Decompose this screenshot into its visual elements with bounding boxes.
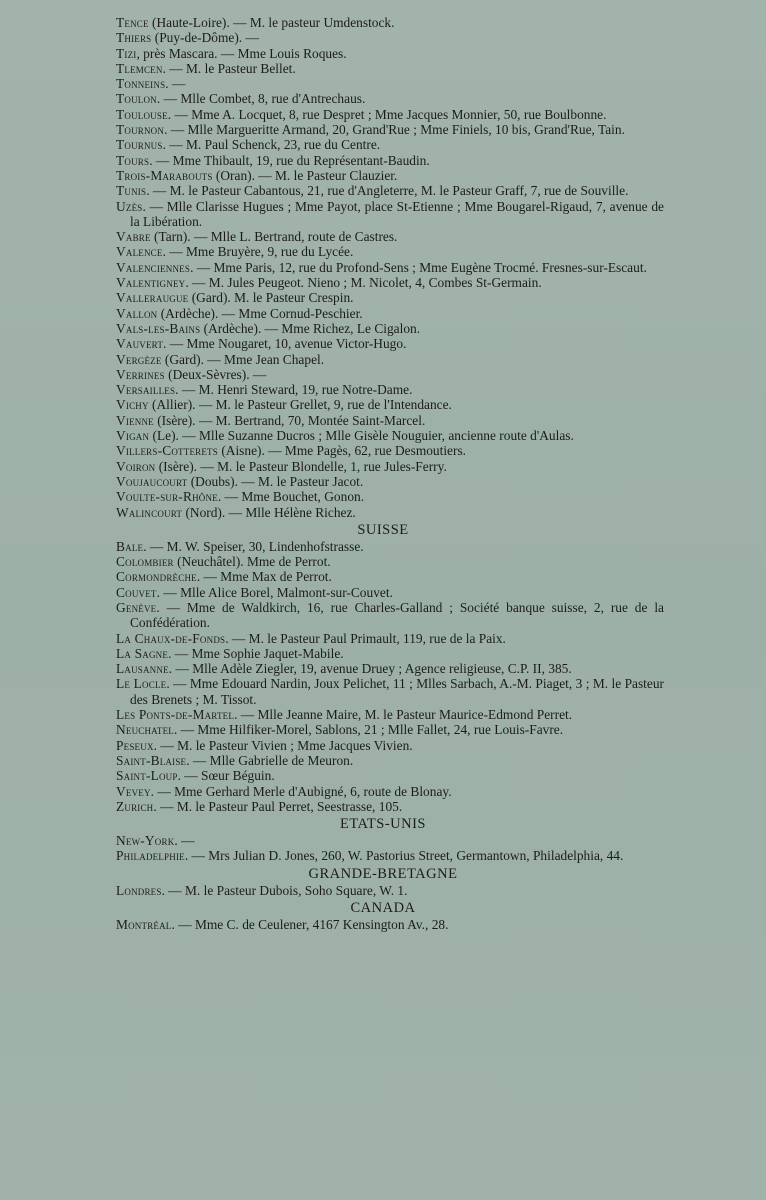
place-name: Tours bbox=[116, 152, 150, 168]
address-entry bbox=[116, 122, 664, 137]
place-name: Vienne bbox=[116, 412, 154, 428]
contact-details: . — Mme A. Locquet, 8, rue Despret ; Mme Jacques Monnier, 50, rue Boulbonne. bbox=[167, 106, 607, 122]
place-name: Londres bbox=[116, 882, 162, 898]
contact-details: . — bbox=[174, 833, 195, 849]
place-name: Saint-Blaise bbox=[116, 752, 187, 768]
contact-details: . — Mme Bruyère, 9, rue du Lycée. bbox=[162, 244, 354, 260]
address-entry bbox=[116, 153, 664, 168]
address-entry bbox=[116, 585, 664, 600]
place-name: Thiers bbox=[116, 30, 152, 46]
contact-details: . — Mlle Gabrielle de Meuron. bbox=[186, 752, 354, 768]
address-entry bbox=[116, 505, 664, 520]
contact-details: . — Mlle Combet, 8, rue d'Antrechaus. bbox=[156, 91, 366, 107]
address-entry bbox=[116, 260, 664, 275]
address-entry bbox=[116, 799, 664, 814]
contact-details: . — M. W. Speiser, 30, Lindenhofstrasse. bbox=[143, 538, 364, 554]
address-entry bbox=[116, 646, 664, 661]
place-name: Uzès bbox=[116, 198, 143, 214]
address-entry bbox=[116, 917, 664, 932]
address-entry bbox=[116, 768, 664, 783]
contact-details: (Allier). — M. le Pasteur Grellet, 9, rue de l'Intendance. bbox=[148, 397, 452, 413]
place-name: Versailles bbox=[116, 382, 176, 398]
place-name: Vergèze bbox=[116, 351, 162, 367]
address-entry bbox=[116, 61, 664, 76]
place-name: Villers-Cotterets bbox=[116, 443, 218, 459]
address-entry bbox=[116, 91, 664, 106]
contact-details: (Oran). — M. le Pasteur Clauzier. bbox=[212, 167, 398, 183]
place-name: Peseux bbox=[116, 737, 154, 753]
place-name: Zurich bbox=[116, 798, 154, 814]
place-name: Vals-les-Bains bbox=[116, 320, 201, 336]
address-entry bbox=[116, 76, 664, 91]
place-name: New-York bbox=[116, 833, 175, 849]
place-name: Vauvert bbox=[116, 336, 164, 352]
place-name: Tournon bbox=[116, 122, 165, 138]
contact-details: . — M. Jules Peugeot. Nieno ; M. Nicolet, 4, Combes St-Germain. bbox=[185, 275, 542, 291]
address-entry bbox=[116, 554, 664, 569]
address-entry bbox=[116, 321, 664, 336]
address-entry bbox=[116, 137, 664, 152]
contact-details: . — M. le Pasteur Cabantous, 21, rue d'Angleterre, M. le Pasteur Graff, 7, rue de Souville. bbox=[146, 183, 629, 199]
place-name: Walincourt bbox=[116, 504, 183, 520]
place-name: Cormondrèche bbox=[116, 569, 197, 585]
section-heading: ETATS-UNIS bbox=[339, 816, 426, 833]
address-list bbox=[0, 15, 766, 932]
place-name: Tizi bbox=[116, 45, 137, 61]
place-name: La Chaux-de-Fonds bbox=[116, 630, 226, 646]
contact-details: . — Mme C. de Ceulener, 4167 Kensington Av., 28. bbox=[171, 917, 449, 933]
place-name: Voiron bbox=[116, 458, 156, 474]
contact-details: . — Mlle Margueritte Armand, 20, Grand'Rue ; Mme Finiels, 10 bis, Grand'Rue, Tain. bbox=[164, 122, 625, 138]
address-entry bbox=[116, 183, 664, 198]
address-entry bbox=[116, 722, 664, 737]
contact-details: . — Mme de Waldkirch, 16, rue Charles-Galland ; Société banque suisse, 2, rue de la Confédération. bbox=[130, 599, 664, 631]
contact-details: . — M. le Pasteur Dubois, Soho Square, W. 1. bbox=[161, 882, 408, 898]
place-name: Tence bbox=[116, 15, 149, 30]
contact-details: . — Mlle Alice Borel, Malmont-sur-Couvet. bbox=[156, 584, 393, 600]
contact-details: . — Mrs Julian D. Jones, 260, W. Pastorius Street, Germantown, Philadelphia, 44. bbox=[184, 848, 624, 864]
address-entry bbox=[116, 753, 664, 768]
address-entry bbox=[116, 443, 664, 458]
contact-details: . — Mme Hilfiker-Morel, Sablons, 21 ; Mlle Fallet, 24, rue Louis-Favre. bbox=[173, 722, 564, 738]
contact-details: . — M. le Pasteur Vivien ; Mme Jacques Vivien. bbox=[153, 737, 413, 753]
address-entry bbox=[116, 848, 664, 863]
contact-details: . — M. le Pasteur Paul Primault, 119, rue de la Paix. bbox=[225, 630, 506, 646]
address-entry bbox=[116, 107, 664, 122]
contact-details: . — M. le Pasteur Bellet. bbox=[162, 60, 296, 76]
place-name: Valenciennes bbox=[116, 259, 191, 275]
place-name: Couvet bbox=[116, 584, 157, 600]
section-heading: GRANDE-BRETAGNE bbox=[308, 865, 458, 882]
contact-details: . — Mlle Clarisse Hugues ; Mme Payot, place St-Etienne ; Mme Bougarel-Rigaud, 7, avenue de la Libération. bbox=[130, 198, 664, 229]
place-name: Le Locle bbox=[116, 676, 167, 692]
place-name: Philadelphie bbox=[116, 848, 185, 864]
address-entry bbox=[116, 244, 664, 259]
contact-details: . — bbox=[165, 76, 186, 92]
place-name: Valence bbox=[116, 244, 163, 260]
contact-details: . — Mme Sophie Jaquet-Mabile. bbox=[168, 645, 344, 661]
contact-details: . — Mme Thibault, 19, rue du Représentant-Baudin. bbox=[149, 152, 430, 168]
contact-details: . — Mme Gerhard Merle d'Aubigné, 6, route de Blonay. bbox=[150, 783, 452, 799]
section-heading: SUISSE bbox=[357, 521, 409, 538]
place-name: Bale bbox=[116, 538, 144, 554]
place-name: Valleraugue bbox=[116, 290, 189, 306]
address-entry bbox=[116, 883, 664, 898]
address-entry bbox=[116, 631, 664, 646]
address-entry bbox=[116, 707, 664, 722]
address-entry bbox=[116, 367, 664, 382]
contact-details: . — Mlle Adèle Ziegler, 19, avenue Druey ; Agence religieuse, C.P. II, 385. bbox=[168, 661, 572, 677]
place-name: Genève bbox=[116, 599, 157, 615]
contact-details: (Gard). M. le Pasteur Crespin. bbox=[188, 290, 354, 306]
place-name: Vevey bbox=[116, 783, 151, 799]
address-entry bbox=[116, 397, 664, 412]
address-entry bbox=[116, 459, 664, 474]
address-entry bbox=[116, 352, 664, 367]
contact-details: (Isère). — M. le Pasteur Blondelle, 1, rue Jules-Ferry. bbox=[155, 458, 447, 474]
contact-details: (Aisne). — Mme Pagès, 62, rue Desmoutiers. bbox=[217, 443, 467, 459]
contact-details: (Ardèche). — Mme Cornud-Peschier. bbox=[157, 305, 363, 321]
contact-details: (Gard). — Mme Jean Chapel. bbox=[161, 351, 325, 367]
contact-details: . — Sœur Béguin. bbox=[177, 768, 275, 784]
address-entry bbox=[116, 336, 664, 351]
place-name: Voujaucourt bbox=[116, 473, 188, 489]
place-name: Vabre bbox=[116, 229, 151, 245]
place-name: Toulouse bbox=[116, 106, 168, 122]
address-entry bbox=[116, 199, 664, 230]
place-name: Neuchatel bbox=[116, 722, 174, 738]
section-heading: CANADA bbox=[350, 900, 416, 917]
address-entry bbox=[116, 290, 664, 305]
contact-details: . — Mme Edouard Nardin, Joux Pelichet, 11 ; Mlles Sarbach, A.-M. Piaget, 3 ; M. le Pasteur des Brenets ; M. Tissot. bbox=[130, 676, 664, 707]
contact-details: , près Mascara. — Mme Louis Roques. bbox=[136, 45, 347, 61]
place-name: Tournus bbox=[116, 137, 163, 153]
contact-details: . — M. Henri Steward, 19, rue Notre-Dame. bbox=[175, 382, 413, 398]
address-entry bbox=[116, 600, 664, 631]
place-name: Montréal bbox=[116, 917, 172, 933]
address-entry bbox=[116, 15, 664, 30]
place-name: Verrines bbox=[116, 366, 165, 382]
contact-details: . — Mme Paris, 12, rue du Profond-Sens ; Mme Eugène Trocmé. Fresnes-sur-Escaut. bbox=[190, 259, 647, 275]
contact-details: . — Mme Bouchet, Gonon. bbox=[217, 489, 365, 505]
address-entry bbox=[116, 428, 664, 443]
place-name: Lausanne bbox=[116, 661, 169, 677]
place-name: Vigan bbox=[116, 428, 150, 444]
place-name: Colombier bbox=[116, 554, 174, 570]
place-name: Tlemcen bbox=[116, 60, 163, 76]
address-entry bbox=[116, 168, 664, 183]
address-entry bbox=[116, 474, 664, 489]
place-name: Tunis bbox=[116, 183, 147, 199]
place-name: Vichy bbox=[116, 397, 149, 413]
address-entry bbox=[116, 738, 664, 753]
address-entry bbox=[116, 539, 664, 554]
contact-details: (Tarn). — Mlle L. Bertrand, route de Castres. bbox=[150, 229, 398, 245]
contact-details: . — M. le Pasteur Paul Perret, Seestrasse, 105. bbox=[153, 798, 403, 814]
contact-details: (Ardèche). — Mme Richez, Le Cigalon. bbox=[200, 320, 421, 336]
place-name: Saint-Loup bbox=[116, 768, 178, 784]
address-entry bbox=[116, 275, 664, 290]
contact-details: (Deux-Sèvres). — bbox=[164, 366, 267, 382]
address-entry bbox=[116, 229, 664, 244]
contact-details: (Nord). — Mlle Hélène Richez. bbox=[182, 504, 356, 520]
contact-details: . — Mlle Jeanne Maire, M. le Pasteur Maurice-Edmond Perret. bbox=[234, 707, 573, 723]
contact-details: (Isère). — M. Bertrand, 70, Montée Saint-Marcel. bbox=[153, 412, 426, 428]
place-name: Vallon bbox=[116, 305, 158, 321]
place-name: Toulon bbox=[116, 91, 157, 107]
place-name: Les Ponts-de-Martel bbox=[116, 707, 235, 723]
contact-details: (Haute-Loire). — M. le pasteur Umdenstock. bbox=[148, 15, 395, 30]
place-name: Valentigney bbox=[116, 275, 186, 291]
address-entry bbox=[116, 569, 664, 584]
place-name: Trois-Marabouts bbox=[116, 167, 213, 183]
address-entry bbox=[116, 676, 664, 707]
address-entry bbox=[116, 30, 664, 45]
contact-details: . — M. Paul Schenck, 23, rue du Centre. bbox=[162, 137, 381, 153]
address-entry bbox=[116, 46, 664, 61]
place-name: Voulte-sur-Rhône bbox=[116, 489, 218, 505]
address-entry bbox=[116, 661, 664, 676]
address-entry bbox=[116, 306, 664, 321]
address-entry bbox=[116, 833, 664, 848]
place-name: Tonneins bbox=[116, 76, 166, 92]
address-entry bbox=[116, 382, 664, 397]
address-entry bbox=[116, 784, 664, 799]
address-entry bbox=[116, 489, 664, 504]
address-entry bbox=[116, 413, 664, 428]
contact-details: (Le). — Mlle Suzanne Ducros ; Mlle Gisèle Nouguier, ancienne route d'Aulas. bbox=[149, 428, 574, 444]
contact-details: (Doubs). — M. le Pasteur Jacot. bbox=[187, 473, 364, 489]
contact-details: (Puy-de-Dôme). — bbox=[151, 30, 259, 46]
contact-details: . — Mme Max de Perrot. bbox=[196, 569, 332, 585]
contact-details: (Neuchâtel). Mme de Perrot. bbox=[173, 554, 331, 570]
contact-details: . — Mme Nougaret, 10, avenue Victor-Hugo. bbox=[163, 336, 407, 352]
place-name: La Sagne bbox=[116, 645, 169, 661]
